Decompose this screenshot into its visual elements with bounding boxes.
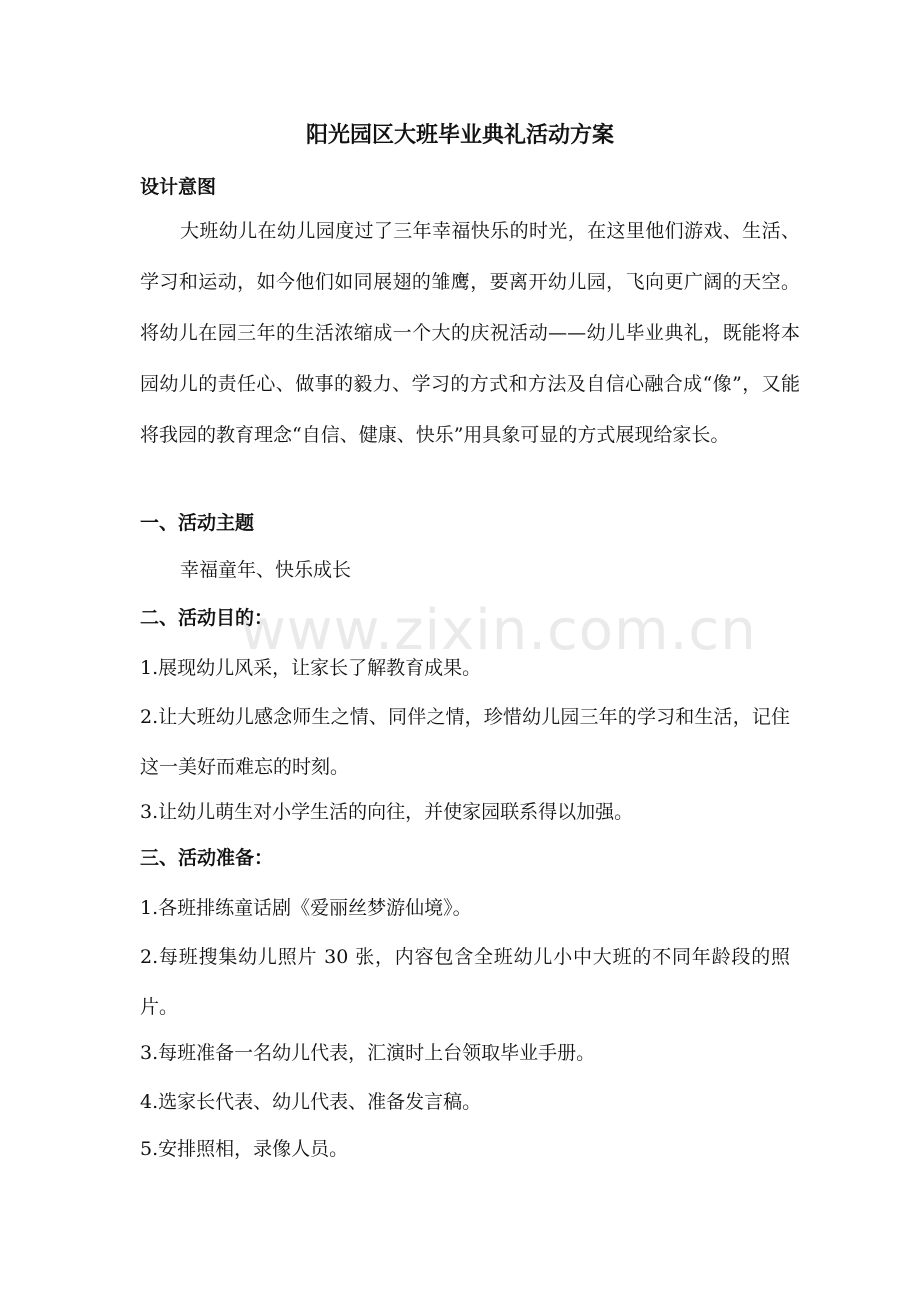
preparation-item-5: 5.安排照相，录像人员。 bbox=[140, 1138, 349, 1160]
preparation-item-1: 1.各班排练童话剧《爱丽丝梦游仙境》。 bbox=[140, 897, 472, 919]
theme-text: 幸福童年、快乐成长 bbox=[180, 559, 352, 581]
preparation-item-2: 2.每班搜集幼儿照片 30 张，内容包含全班幼儿小中大班的不同年龄段的照片。 bbox=[140, 946, 790, 1018]
preparation-item-4: 4.选家长代表、幼儿代表、准备发言稿。 bbox=[140, 1091, 482, 1113]
goal-item-1: 1.展现幼儿风采，让家长了解教育成果。 bbox=[140, 657, 482, 679]
watermark: www.zixin.com.cn bbox=[240, 598, 757, 663]
goal-item-3: 3.让幼儿萌生对小学生活的向往，并使家园联系得以加强。 bbox=[140, 801, 634, 823]
document-title: 阳光园区大班毕业典礼活动方案 bbox=[305, 123, 614, 148]
section-heading-design-intent: 设计意图 bbox=[140, 176, 217, 198]
goal-item-2: 2.让大班幼儿感念师生之情、同伴之情，珍惜幼儿园三年的学习和生活，记住这一美好而难忘的时刻。 bbox=[140, 706, 790, 778]
design-intent-paragraph: 大班幼儿在幼儿园度过了三年幸福快乐的时光，在这里他们游戏、生活、学习和运动，如今他们如同展翅的雏鹰，要离开幼儿园，飞向更广阔的天空。将幼儿在园三年的生活浓缩成一个大的庆祝活动——幼儿毕业典礼，既能将本园幼儿的责任心、做事的毅力、学习的方式和方法及自信心融合成“像”，又能将我园的教育理念“自信、健康、快乐”用具象可显的方式展现给家长。 bbox=[140, 220, 800, 446]
section-heading-preparation: 三、活动准备： bbox=[140, 847, 274, 869]
section-heading-theme: 一、活动主题 bbox=[140, 512, 255, 534]
section-heading-goals: 二、活动目的： bbox=[140, 607, 274, 629]
preparation-item-3: 3.每班准备一名幼儿代表，汇演时上台领取毕业手册。 bbox=[140, 1042, 596, 1064]
